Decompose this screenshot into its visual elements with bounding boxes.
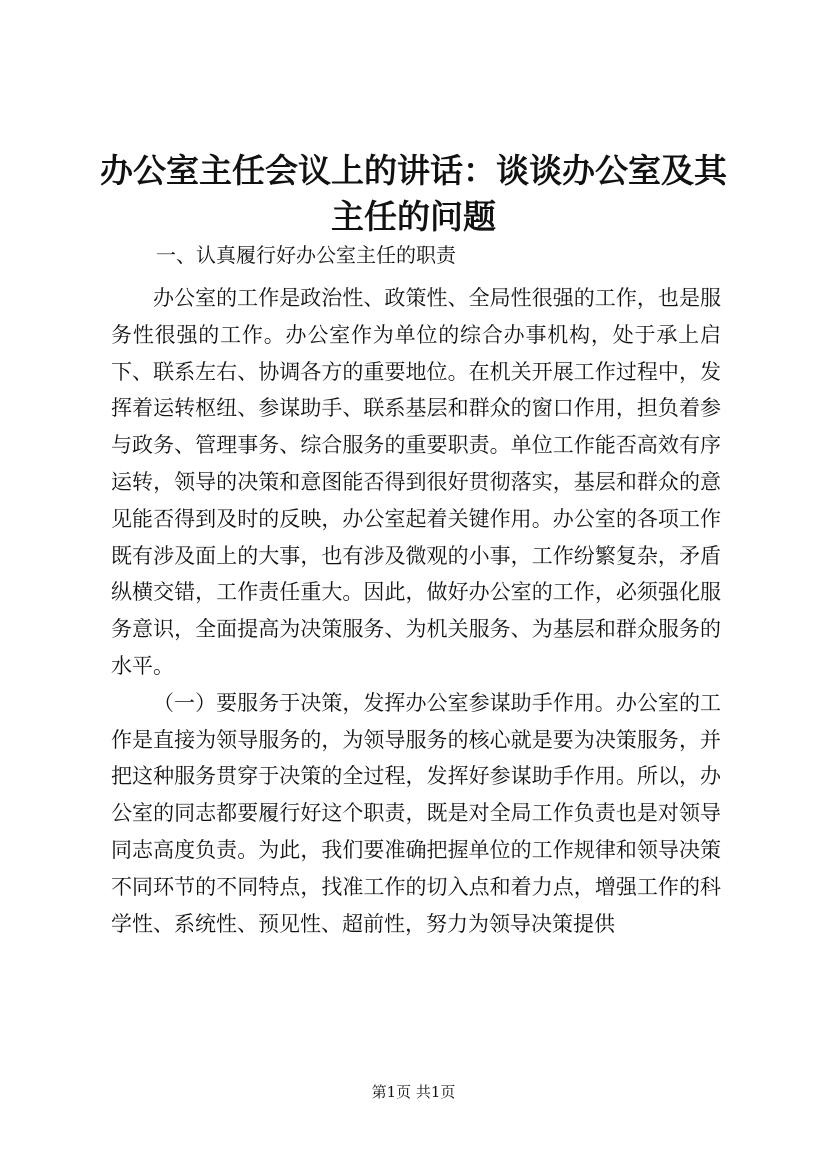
document-title: 办公室主任会议上的讲话：谈谈办公室及其主任的问题 — [100, 151, 727, 236]
body-paragraph: 办公室的工作是政治性、政策性、全局性很强的工作，也是服务性很强的工作。办公室作为单位的综合办事机构，处于承上启下、联系左右、协调各方的重要地位。在机关开展工作过程中，发挥着运转枢纽、参谋助手、联系基层和群众的窗口作用，担负着参与政务、管理事务、综合服务的重要职责。单位工作能否高效有序运转，领导的决策和意图能否得到很好贯彻落实，基层和群众的意见能否得到及时的反映，办公室起着关键作用。办公室的各项工作既有涉及面上的大事，也有涉及微观的小事，工作纷繁复杂，矛盾纵横交错，工作责任重大。因此，做好办公室的工作，必须强化服务意识，全面提高为决策服务、为机关服务、为基层和群众服务的水平。 — [111, 286, 721, 678]
section-heading: 一、认真履行好办公室主任的职责 — [156, 243, 456, 267]
document-body — [111, 280, 721, 942]
page-footer: 第1页 共1页 — [371, 1083, 456, 1101]
body-paragraph: （一）要服务于决策，发挥办公室参谋助手作用。办公室的工作是直接为领导服务的，为领导服务的核心就是要为决策服务，并把这种服务贯穿于决策的全过程，发挥好参谋助手作用。所以，办公室的同志都要履行好这个职责，既是对全局工作负责也是对领导同志高度负责。为此，我们要准确把握单位的工作规律和领导决策不同环节的不同特点，找准工作的切入点和着力点，增强工作的科学性、系统性、预见性、超前性，努力为领导决策提供 — [111, 690, 721, 936]
